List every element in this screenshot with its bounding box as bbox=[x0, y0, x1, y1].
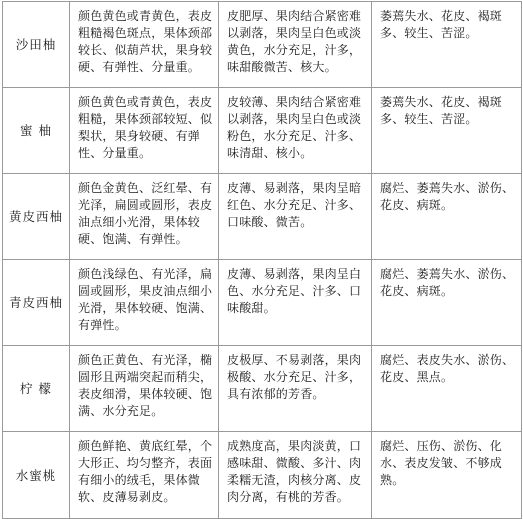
fruit-name-cell: 黄皮西柚 bbox=[3, 174, 70, 260]
interior-cell: 皮薄、易剥落，果肉呈暗红色、水分充足、汁多、口味酸、微苦。 bbox=[219, 174, 372, 260]
table-row bbox=[3, 432, 522, 519]
table-row bbox=[3, 88, 522, 174]
appearance-cell: 颜色浅绿色、有光泽，扁圆或圆形，果皮油点细小光滑，果体较硬、饱满、有弹性。 bbox=[70, 260, 219, 346]
fruit-quality-table bbox=[2, 1, 522, 519]
table-row bbox=[3, 346, 522, 432]
fruit-name-cell: 蜜 柚 bbox=[3, 88, 70, 174]
disorder-cell: 腐烂、压伤、淤伤、化水、表皮发皱、不够成熟。 bbox=[372, 432, 522, 519]
interior-cell: 皮薄、易剥落，果肉呈白色、水分充足、汁多、口味酸甜。 bbox=[219, 260, 372, 346]
disorder-cell: 腐烂、表皮失水、淤伤、花皮、黑点。 bbox=[372, 346, 522, 432]
appearance-cell: 颜色正黄色、有光泽，椭圆形且两端突起而稍尖，表皮细滑，果体较硬、饱满、水分充足。 bbox=[70, 346, 219, 432]
interior-cell: 皮较薄、果肉结合紧密难以剥落，果肉呈白色或淡粉色，水分充足、汁多、味清甜、核小。 bbox=[219, 88, 372, 174]
fruit-name-cell: 水蜜桃 bbox=[3, 432, 70, 519]
appearance-cell: 颜色鲜艳、黄底红晕，个大形正、均匀整齐，表面有细小的绒毛，果体微软、皮薄易剥皮。 bbox=[70, 432, 219, 519]
appearance-cell: 颜色黄色或青黄色，表皮粗糙，果体颈部较短、似梨状，果身较硬、有弹性、分量重。 bbox=[70, 88, 219, 174]
table-row bbox=[3, 260, 522, 346]
interior-cell: 皮肥厚、果肉结合紧密难以剥落，果肉呈白色或淡黄色，水分充足，汁多，味甜酸微苦、核大。 bbox=[219, 2, 372, 88]
interior-cell: 成熟度高，果肉淡黄，口感味甜、微酸、多汁、肉柔糯无渣，肉核分离、皮肉分离，有桃的芳香。 bbox=[219, 432, 372, 519]
disorder-cell: 腐烂、萎蔫失水、淤伤、花皮、病斑。 bbox=[372, 174, 522, 260]
fruit-name-cell: 柠 檬 bbox=[3, 346, 70, 432]
appearance-cell: 颜色金黄色、泛红晕、有光泽，扁圆或圆形，表皮油点细小光滑，果体较硬、饱满、有弹性。 bbox=[70, 174, 219, 260]
table-row bbox=[3, 174, 522, 260]
disorder-cell: 萎蔫失水、花皮、褐斑多、较生、苦涩。 bbox=[372, 2, 522, 88]
disorder-cell: 腐烂、萎蔫失水、淤伤、花皮、病斑。 bbox=[372, 260, 522, 346]
disorder-cell: 萎蔫失水、花皮、褐斑多、较生、苦涩。 bbox=[372, 88, 522, 174]
table-row bbox=[3, 2, 522, 88]
interior-cell: 皮极厚、不易剥落，果肉极酸、水分充足、汁多，具有浓郁的芳香。 bbox=[219, 346, 372, 432]
fruit-name-cell: 沙田柚 bbox=[3, 2, 70, 88]
fruit-name-cell: 青皮西柚 bbox=[3, 260, 70, 346]
appearance-cell: 颜色黄色或青黄色，表皮粗糙褐色斑点，果体颈部较长、似葫芦状，果身较硬、有弹性、分量重。 bbox=[70, 2, 219, 88]
